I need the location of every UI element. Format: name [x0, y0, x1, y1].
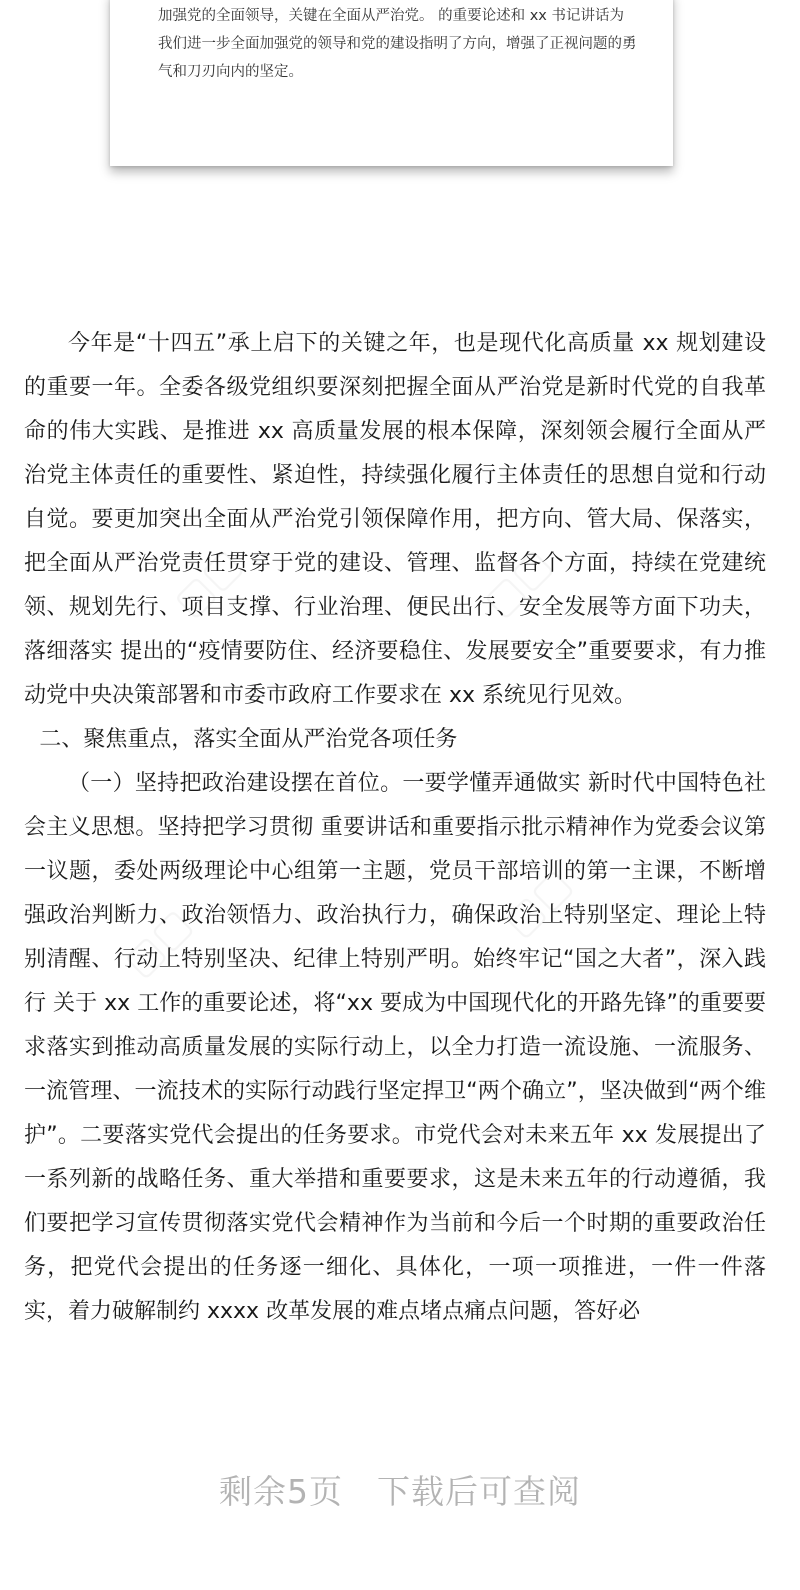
body-paragraph: （一）坚持把政治建设摆在首位。一要学懂弄通做实 新时代中国特色社会主义思想。坚持把学习贯彻 重要讲话和重要指示批示精神作为党委会议第一议题，委处两级理论中心组第一主题，党员干部培训的第一主课，不断增强政治判断力、政治领悟力、政治执行力，确保政治上特别坚定、理论上特别清醒、行动上特别坚决、纪律上特别严明。始终牢记“国之大者”，深入践行 关于 xx 工作的重要论述，将“xx 要成为中国现代化的开路先锋”的重要要求落实到推动高质量发展的实际行动上，以全力打造一流设施、一流服务、一流管理、一流技术的实际行动践行坚定捍卫“两个确立”，坚决做到“两个维护”。二要落实党代会提出的任务要求。市党代会对未来五年 xx 发展提出了一系列新的战略任务、重大举措和重要要求，这是未来五年的行动遵循，我们要把学习宣传贯彻落实党代会精神作为当前和今后一个时期的重要政治任务，把党代会提出的任务逐一细化、具体化，一项一项推进，一件一件落实，着力破解制约 xxxx 改革发展的难点堵点痛点问题，答好必 — [24, 771, 766, 1324]
download-hint-label: 下载后可查阅 — [377, 1472, 581, 1511]
section-heading: 二、聚焦重点，落实全面从严治党各项任务 — [39, 727, 458, 752]
body-paragraph: 今年是“十四五”承上启下的关键之年，也是现代化高质量 xx 规划建设的重要一年。全委各级党组织要深刻把握全面从严治党是新时代党的自我革命的伟大实践、是推进 xx 高质量发展的根本保障，深刻领会履行全面从严治党主体责任的重要性、紧迫性，持续强化履行主体责任的思想自觉和行动自觉。要更加突出全面从严治党引领保障作用，把方向、管大局、保落实，把全面从严治党责任贯穿于党的建设、管理、监督各个方面，持续在党建统领、规划先行、项目支撑、行业治理、便民出行、安全发展等方面下功夫，落细落实 提出的“疫情要防住、经济要稳住、发展要安全”重要要求，有力推动党中央决策部署和市委市政府工作要求在 xx 系统见行见效。 — [24, 331, 766, 708]
document-body — [24, 322, 766, 1334]
remaining-pages-label: 剩余5页 — [219, 1472, 343, 1511]
remaining-pages-notice[interactable] — [0, 1466, 800, 1513]
document-preview-card — [110, 0, 673, 166]
preview-paragraph: 加强党的全面领导，关键在全面从严治党。 的重要论述和 xx 书记讲话为我们进一步全面加强党的领导和党的建设指明了方向，增强了正视问题的勇气和刀刃向内的坚定。 — [158, 8, 637, 80]
